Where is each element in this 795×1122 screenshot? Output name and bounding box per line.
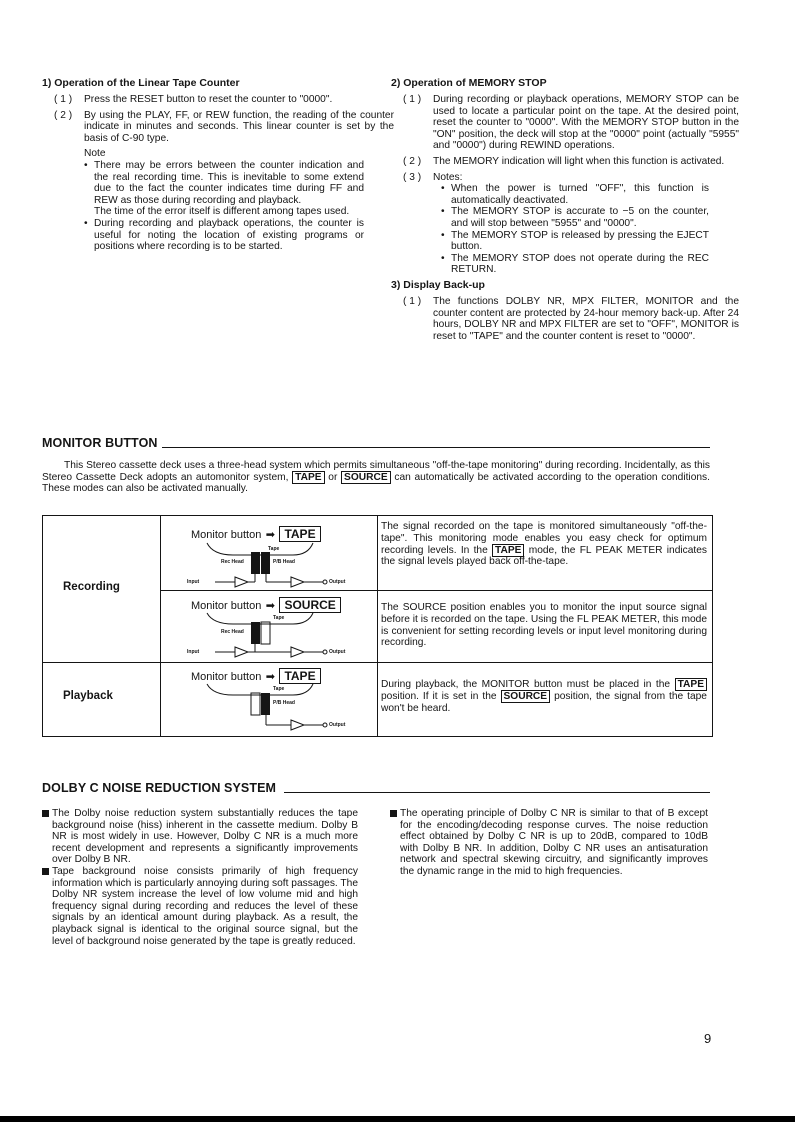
tape-tag: TAPE xyxy=(492,544,524,557)
desc-playback: During playback, the MONITOR button must be placed in the TAPE position. If it is set in the SOURCE position, the signal from the tape won't be heard. xyxy=(381,679,707,714)
monitor-heading: MONITOR BUTTON xyxy=(42,436,158,450)
bullet-item: • The MEMORY STOP is accurate to −5 on the counter, and will stop between "5955" and "0000". xyxy=(441,206,709,229)
list-item: ( 2 ) The MEMORY indication will light when this function is activated. xyxy=(403,155,725,167)
bullet-item: • When the power is turned "OFF", this function is automatically deactivated. xyxy=(441,183,709,206)
monitor-intro: This Stereo cassette deck uses a three-head system which permits simultaneous "off-the-tape monitoring" during recording. Incidentally, as this Stereo Cassette Deck adopts an automonitor system, TAPE or SOURCE can automatically be activated according to the operation conditions. These modes can also be activated manually. xyxy=(42,460,710,495)
diagram-tape-recording: Monitor button ➡ TAPE Tape Rec Head P/B Head Input Output xyxy=(173,522,373,588)
diagram-source-recording: Monitor button ➡ SOURCE Tape Rec Head Input Output xyxy=(173,596,373,660)
section-title: 1) Operation of the Linear Tape Counter xyxy=(42,77,240,89)
bullet-item: • During recording and playback operations, the counter is useful for noting the location of existing programs or positions where recording is to be started. xyxy=(84,218,364,253)
divider xyxy=(377,516,378,736)
section-memory-stop xyxy=(391,77,739,342)
source-tag: SOURCE xyxy=(279,597,340,613)
divider xyxy=(43,662,712,663)
dolby-heading: DOLBY C NOISE REDUCTION SYSTEM xyxy=(42,781,277,795)
list-item: ( 3 ) Notes: xyxy=(403,171,463,183)
bullet-item: • There may be errors between the counter indication and the real recording time. This is inevitable to some extend due to the fact the counter indicates time during FF and REW as those during recording and playback. The time of the error itself is different among tapes used. xyxy=(84,160,364,218)
paragraph-item: The Dolby noise reduction system substantially reduces the tape background noise (hiss) inherent in the cassette medium. Dolby B NR is most widely in use. However, Dolby C NR is a much more recent development and represents a significantly improvements over Dolby B NR. xyxy=(42,808,358,866)
note: Note • There may be errors between the counter indication and the real recording time. This is inevitable to some extend due to the fact the counter indicates time during FF and REW as those during recording and playback. The time of the error itself is different among tapes used. • During recording and playback operations, the counter is useful for noting the location of existing programs or positions where recording is to be started. xyxy=(84,148,364,252)
diagram-playback: Monitor button ➡ TAPE Tape P/B Head Output xyxy=(173,667,373,733)
list-item: ( 1 ) Press the RESET button to reset the counter to "0000". xyxy=(54,94,333,105)
page-number: 9 xyxy=(704,1031,712,1046)
heading-rule xyxy=(162,447,710,448)
divider xyxy=(160,516,161,736)
tape-tag: TAPE xyxy=(675,678,707,691)
divider xyxy=(160,590,712,591)
tape-tag: TAPE xyxy=(279,668,320,684)
notes-list xyxy=(441,183,709,276)
list-item: ( 1 ) The functions DOLBY NR, MPX FILTER, MONITOR and the counter content are protected by 24-hour memory back-up. After 24 hours, DOLBY NR and MPX FILTER are set to "OFF", MONITOR is reset to "TAPE" and the counter content is reset to "0000". xyxy=(403,295,739,342)
list-item: ( 1 ) During recording or playback operations, MEMORY STOP can be used to locate a particular point on the tape. At the desired point, reset the counter to "0000". With the MEMORY STOP button in the "ON" position, the deck will stop at the "0000" point (actually "5955" and "0000") during REWIND operations. xyxy=(403,94,739,152)
section-linear-tape-counter xyxy=(42,77,394,253)
section-title: 2) Operation of MEMORY STOP xyxy=(391,77,547,89)
paragraph-item: The operating principle of Dolby C NR is similar to that of B except for the encoding/decoding response curves. The noise reduction effect obtained by Dolby C NR is up to 20dB, compared to 10dB with Dolby B NR. In addition, Dolby C NR uses an antisaturation network and spectral skewing circuitry, and significantly improves the dynamic range in the mid to high frequencies. xyxy=(390,808,708,878)
source-tag: SOURCE xyxy=(501,690,551,703)
section-title: 3) Display Back-up xyxy=(391,278,485,291)
bullet-item: • The MEMORY STOP does not operate during the REC RETURN. xyxy=(441,253,709,276)
tape-tag: TAPE xyxy=(292,471,324,484)
bullet-item: • The MEMORY STOP is released by pressing the EJECT button. xyxy=(441,230,709,253)
paragraph-item: Tape background noise consists primarily of high frequency information which is particularly annoying during soft passages. The Dolby NR system increase the level of low volume mid and high frequency signal during recording and reduces the level of these signals by an identical amount during playback. As a result, the playback signal is identical to the original source signal, but the level of background noise generated by the tape is greatly reduced. xyxy=(42,866,358,947)
monitor-table xyxy=(42,515,713,737)
source-tag: SOURCE xyxy=(341,471,391,484)
heading-rule xyxy=(284,792,710,793)
bottom-edge-bar xyxy=(0,1116,795,1122)
tape-tag: TAPE xyxy=(279,526,320,542)
desc-tape-recording: The signal recorded on the tape is monitored simultaneously "off-the-tape". This monitoring mode enables you easy check for optimum recording levels. In the TAPE mode, the FL PEAK METER indicates the signal levels played back off-the-tape. xyxy=(381,521,708,568)
list-item: ( 2 ) By using the PLAY, FF, or REW function, the reading of the counter indicate in minutes and seconds. This linear counter is set by the basis of C-90 type. xyxy=(54,109,394,144)
desc-source-recording: The SOURCE position enables you to monitor the input source signal before it is recorded on the tape. Using the FL PEAK METER, this mode is convenient for setting recording levels or input level monitoring during recording. xyxy=(381,602,707,649)
dolby-left-column xyxy=(42,808,358,947)
row-label-playback: Playback xyxy=(63,690,113,702)
dolby-right-column xyxy=(390,808,708,878)
row-label-recording: Recording xyxy=(63,581,120,593)
